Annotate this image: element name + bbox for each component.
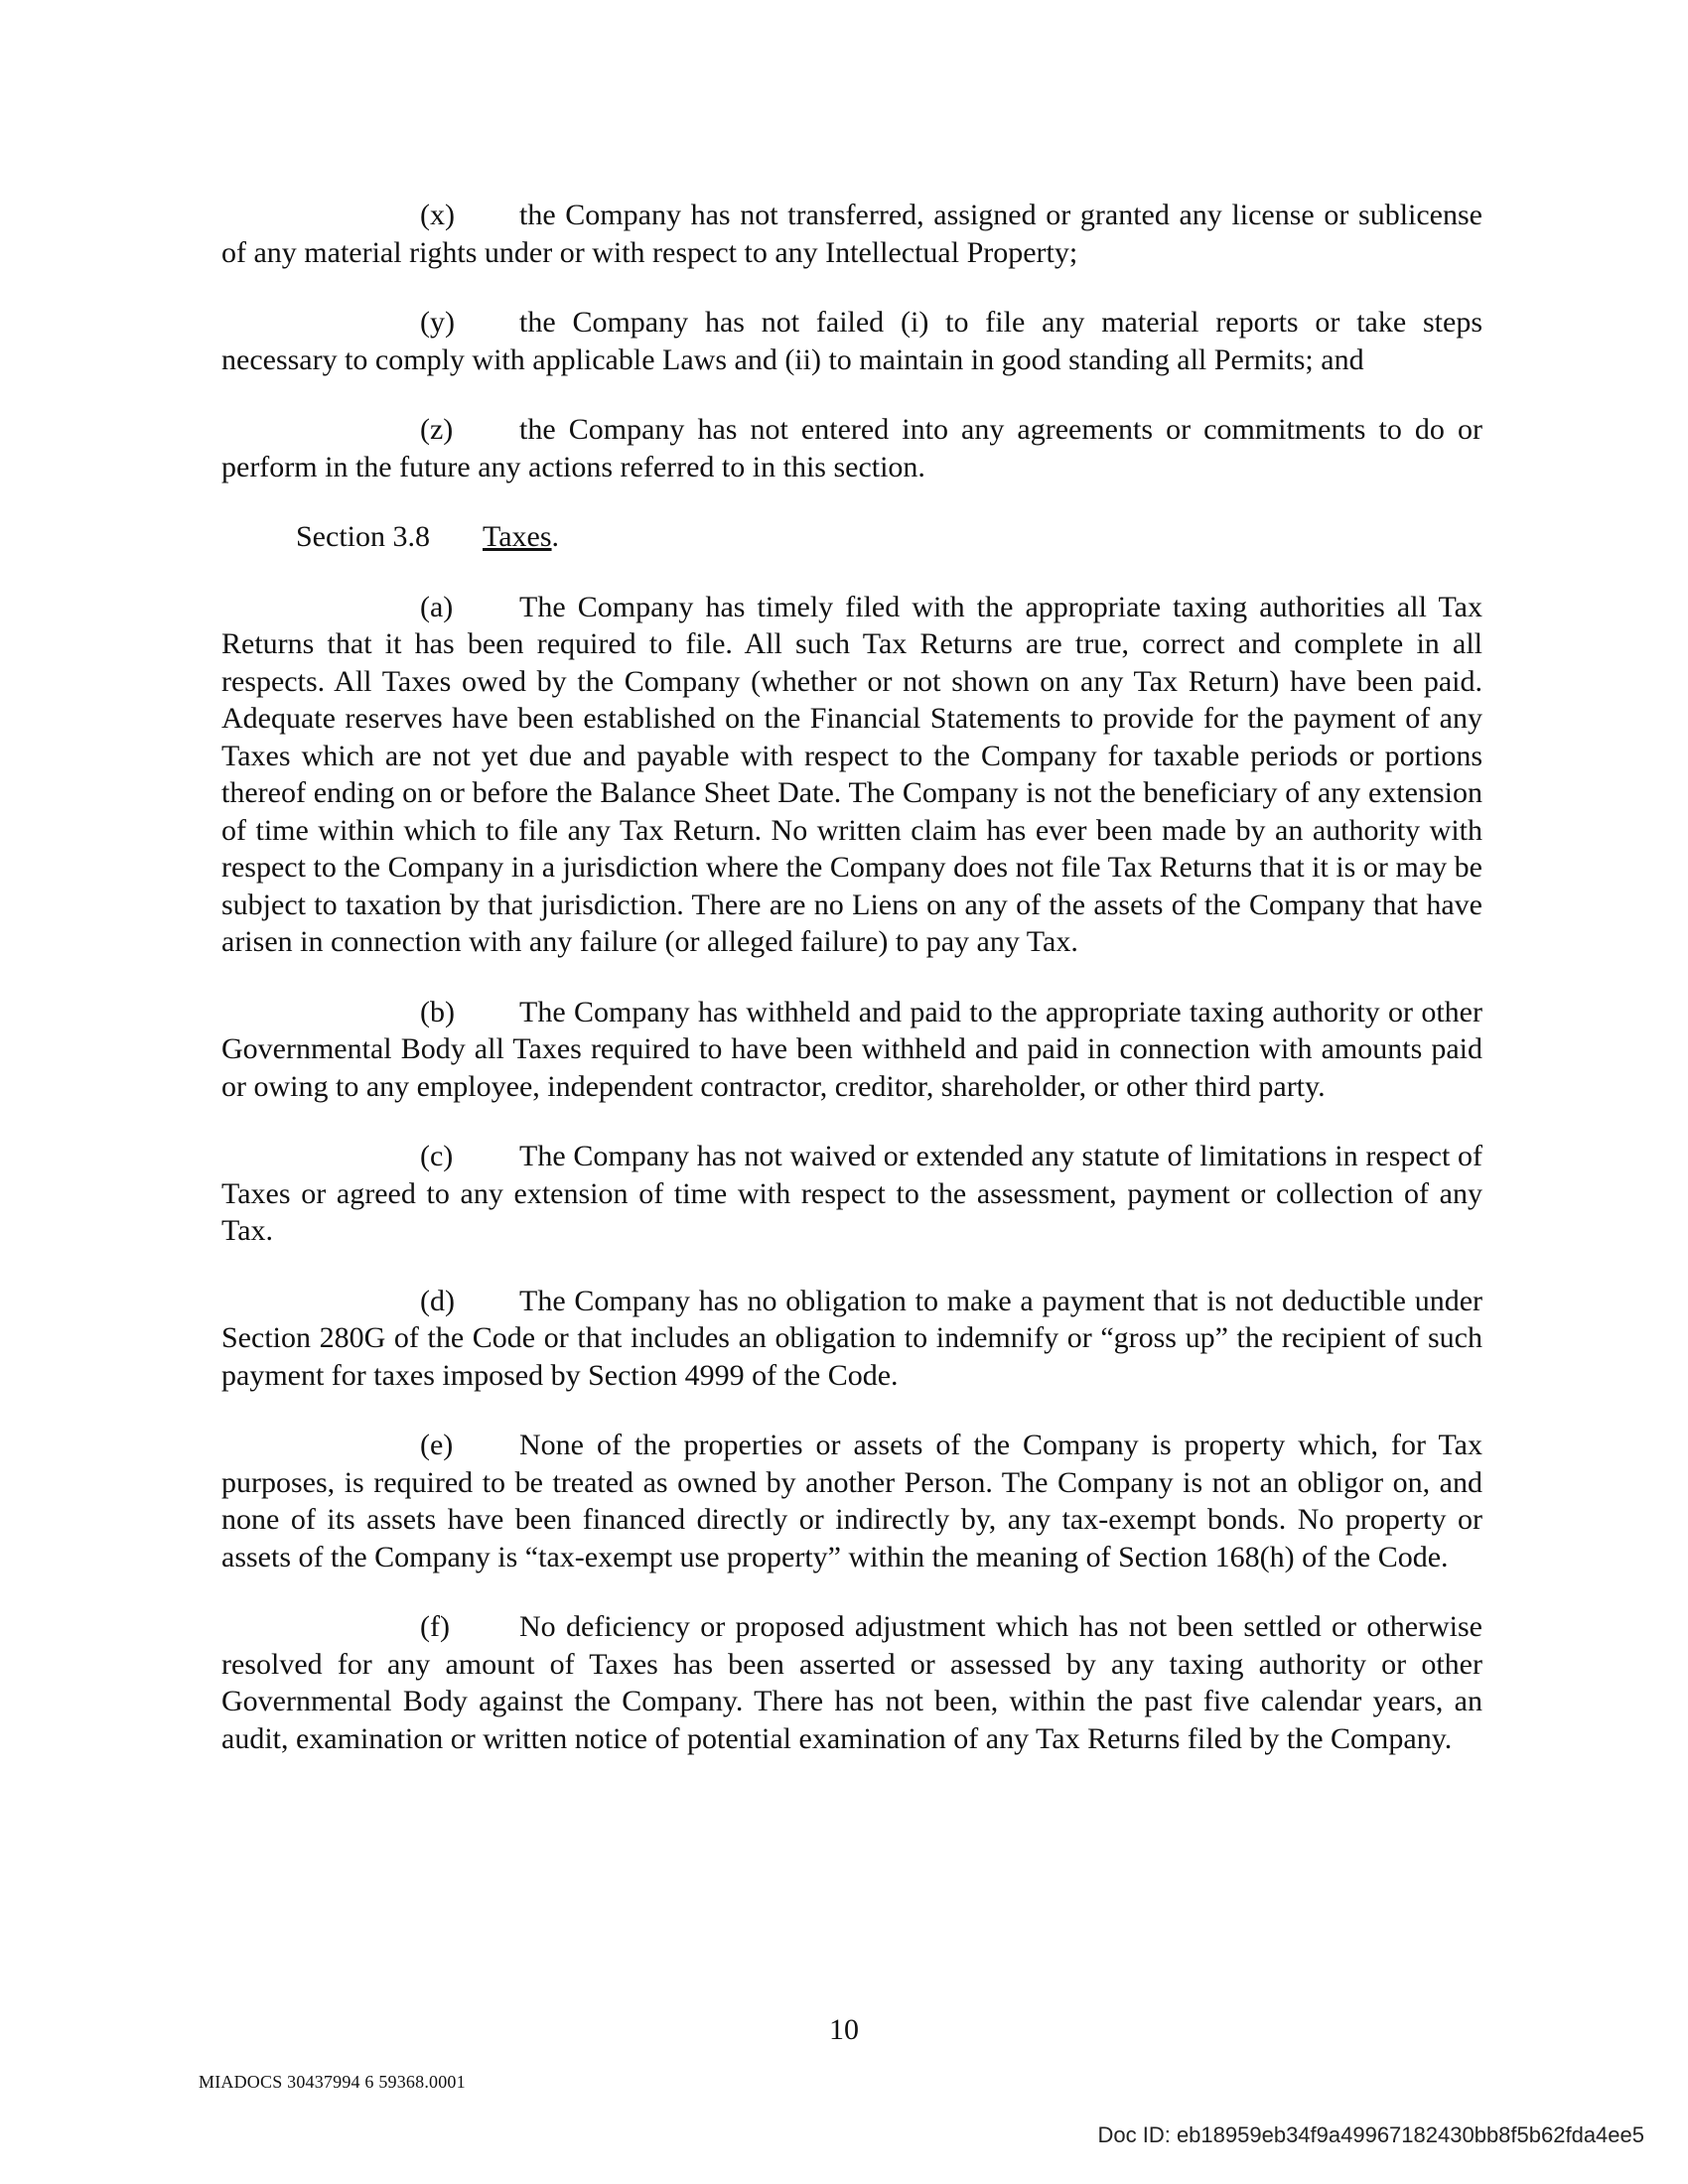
clause-label: (f) [420,1610,450,1643]
clause-label: (x) [420,199,455,231]
document-id: Doc ID: eb18959eb34f9a49967182430bb8f5b62fda4ee5 [1097,2122,1644,2147]
clause-e [221,1427,1482,1575]
clause-f [221,1608,1482,1757]
clause-text: the Company has not failed (i) to file any material reports or take steps necessary to comply with applicable Laws and (ii) to maintain in good standing all Permits; and [221,306,1482,376]
clause-label: (a) [420,590,454,623]
page-number: 10 [829,2013,859,2046]
clause-text: the Company has not entered into any agreements or commitments to do or perform in the future any actions referred to in this section. [221,413,1482,483]
clause-label: (d) [420,1284,455,1317]
clause-x [221,197,1482,271]
clause-d [221,1283,1482,1395]
document-reference: MIADOCS 30437994 6 59368.0001 [199,2072,466,2092]
section-heading [221,518,1482,556]
clause-text: The Company has no obligation to make a payment that is not deductible under Section 280G of the Code or that includes an obligation to indemnify or “gross up” the recipient of such payment for taxes imposed by Section 4999 of the Code. [221,1284,1482,1392]
clause-a [221,589,1482,961]
clause-label: (z) [420,413,454,446]
clause-text: the Company has not transferred, assigned or granted any license or sublicense of any material rights under or with respect to any Intellectual Property; [221,199,1482,269]
clause-text: No deficiency or proposed adjustment which has not been settled or otherwise resolved for any amount of Taxes has been asserted or assessed by any taxing authority or other Governmental Body against the Company. There has not been, within the past five calendar years, an audit, examination or written notice of potential examination of any Tax Returns filed by the Company. [221,1610,1482,1755]
clause-text: The Company has withheld and paid to the appropriate taxing authority or other Governmental Body all Taxes required to have been withheld and paid in connection with amounts paid or owing to any employee, independent contractor, creditor, shareholder, or other third party. [221,995,1482,1103]
clause-text: The Company has not waived or extended any statute of limitations in respect of Taxes or agreed to any extension of time with respect to the assessment, payment or collection of any Tax. [221,1140,1482,1247]
section-title: Taxes [483,520,552,553]
clause-label: (y) [420,306,455,339]
clause-text: None of the properties or assets of the Company is property which, for Tax purposes, is required to be treated as owned by another Person. The Company is not an obligor on, and none of its assets have been financed directly or indirectly by, any tax-exempt bonds. No property or assets of the Company is “tax-exempt use property” within the meaning of Section 168(h) of the Code. [221,1429,1482,1573]
clause-c [221,1138,1482,1250]
clause-label: (e) [420,1429,454,1461]
clause-y [221,304,1482,378]
section-number: Section 3.8 [296,520,430,553]
clause-text: The Company has timely filed with the appropriate taxing authorities all Tax Returns that it has been required to file. All such Tax Returns are true, correct and complete in all respects. All Taxes owed by the Company (whether or not shown on any Tax Return) have been paid. Adequate reserves have been established on the Financial Statements to provide for the payment of any Taxes which are not yet due and payable with respect to the Company for taxable periods or portions thereof ending on or before the Balance Sheet Date. The Company is not the beneficiary of any extension of time within which to file any Tax Return. No written claim has ever been made by an authority with respect to the Company in a jurisdiction where the Company does not file Tax Returns that it is or may be subject to taxation by that jurisdiction. There are no Liens on any of the assets of the Company that have arisen in connection with any failure (or alleged failure) to pay any Tax. [221,590,1482,958]
clause-label: (c) [420,1140,454,1172]
document-body [221,197,1482,1790]
clause-label: (b) [420,995,455,1028]
clause-b [221,994,1482,1106]
clause-z [221,411,1482,485]
section-title-suffix: . [551,520,560,553]
